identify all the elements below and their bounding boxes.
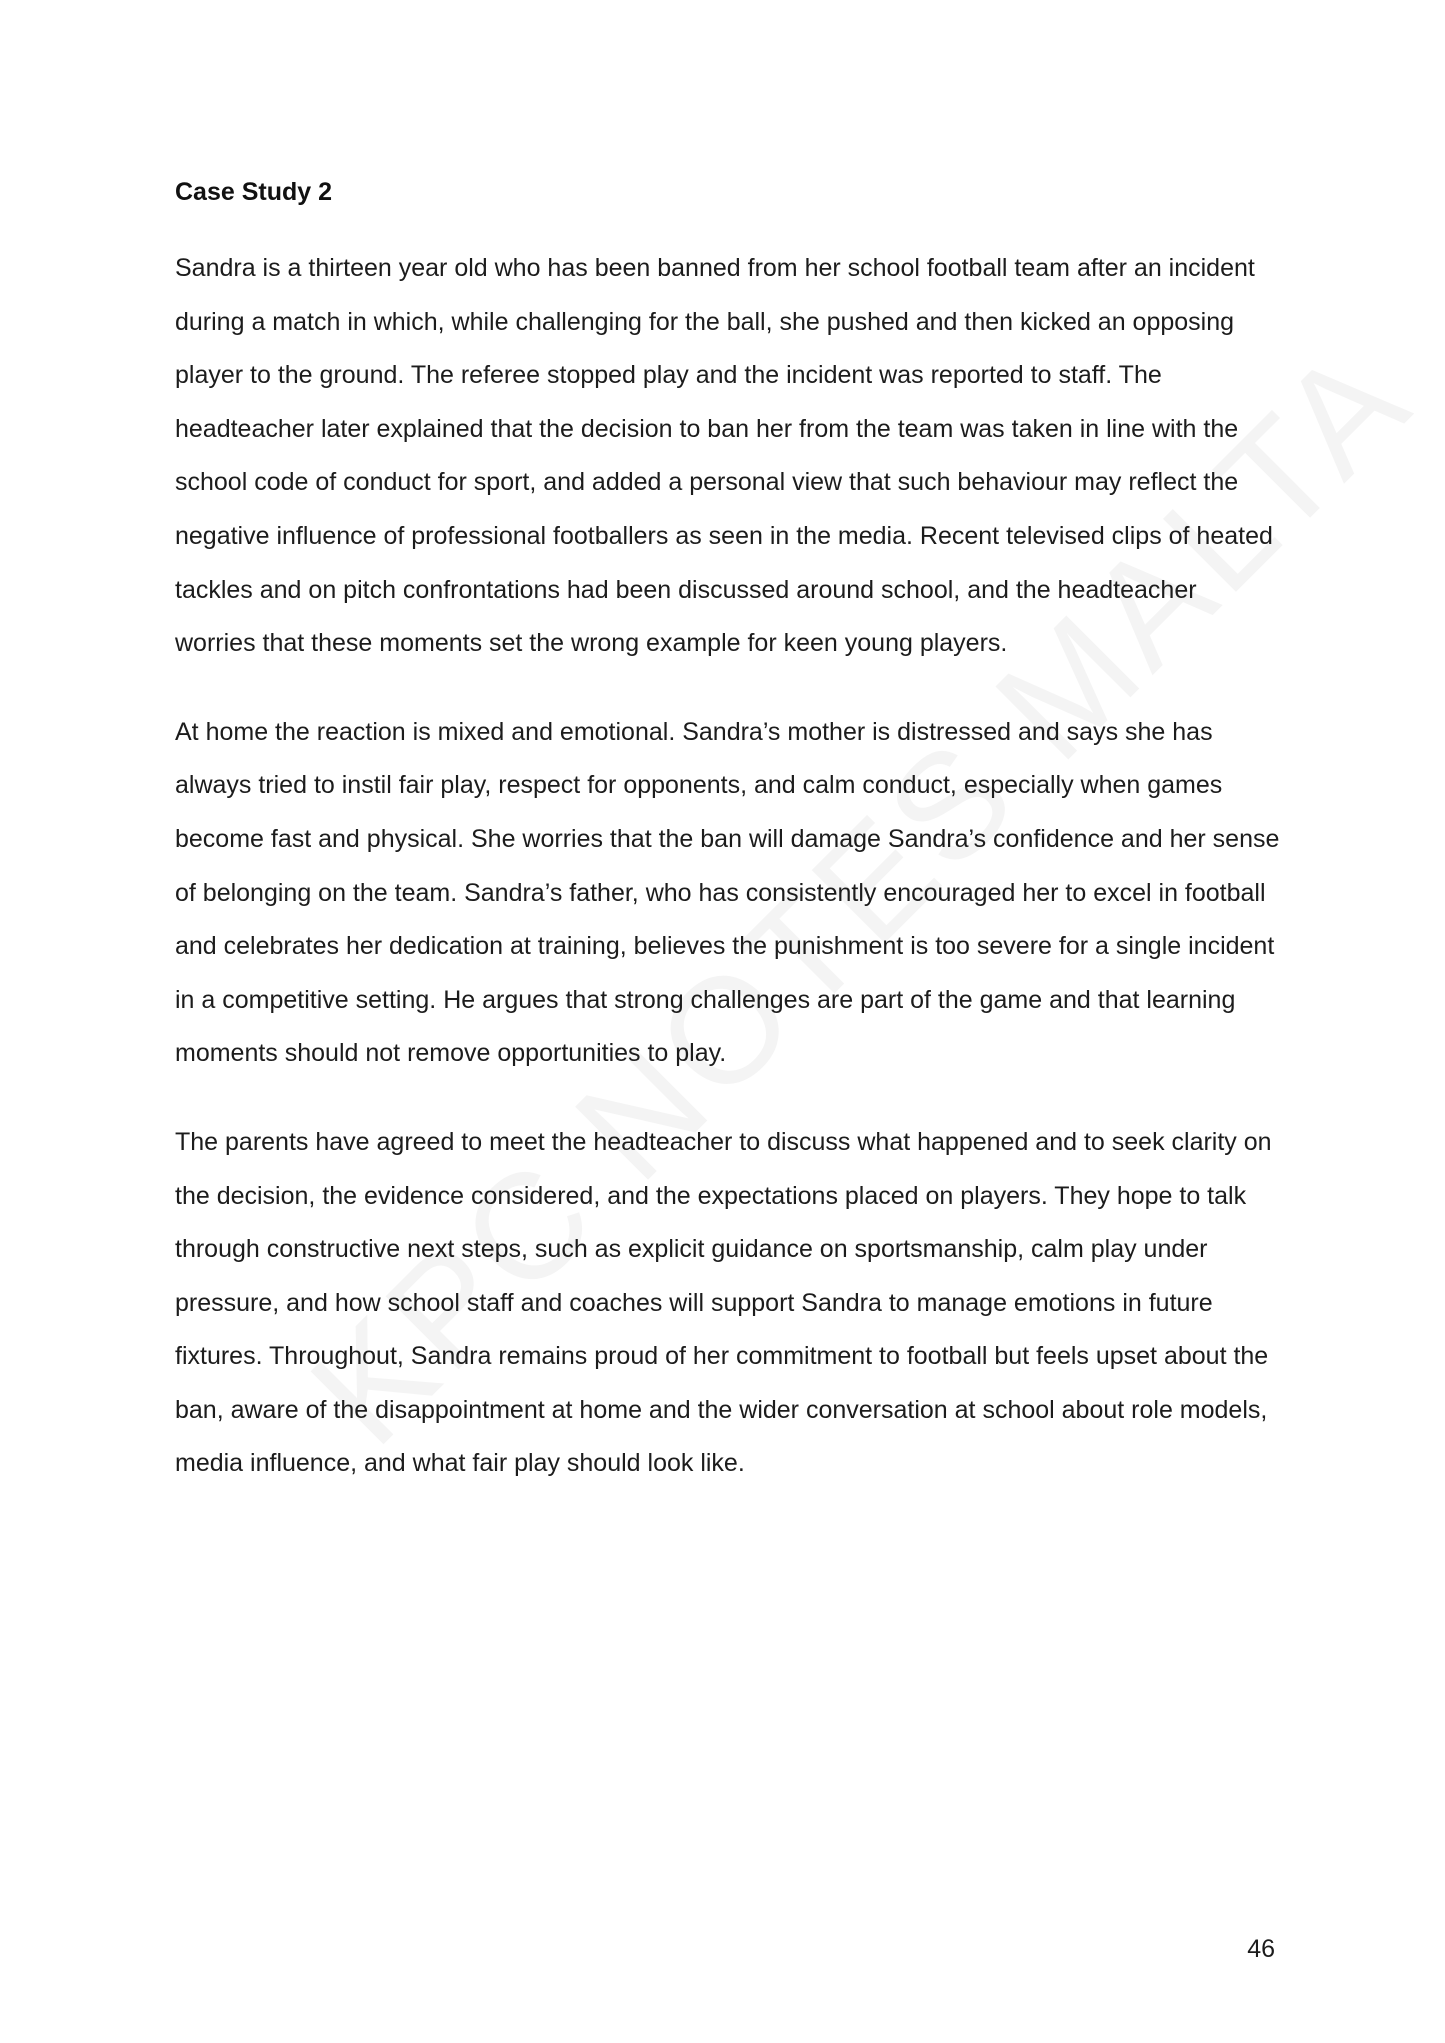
- case-study-heading: Case Study 2: [175, 178, 333, 206]
- paragraph-1: Sandra is a thirteen year old who has been banned from her school football team after an incident during a match in which, while challenging for the ball, she pushed and then kicked an opposing player to the ground. The referee stopped play and the incident was reported to staff. The headteacher later explained that the decision to ban her from the team was taken in line with the school code of conduct for sport, and added a personal view that such behaviour may reflect the negative influence of professional footballers as seen in the media. Recent televised clips of heated tackles and on pitch confrontations had been discussed around school, and the headteacher worries that these moments set the wrong example for keen young players.: [175, 254, 1273, 658]
- paragraph-2: At home the reaction is mixed and emotional. Sandra’s mother is distressed and says she has always tried to instil fair play, respect for opponents, and calm conduct, especially when games become fast and physical. She worries that the ban will damage Sandra’s confidence and her sense of belonging on the team. Sandra’s father, who has consistently encouraged her to excel in football and celebrates her dedication at training, believes the punishment is too severe for a single incident in a competitive setting. He argues that strong challenges are part of the game and that learning moments should not remove opportunities to play.: [175, 717, 1280, 1068]
- page-content: [175, 172, 1280, 1526]
- paragraph-3: The parents have agreed to meet the headteacher to discuss what happened and to seek clarity on the decision, the evidence considered, and the expectations placed on players. They hope to talk through constructive next steps, such as explicit guidance on sportsmanship, calm play under pressure, and how school staff and coaches will support Sandra to manage emotions in future fixtures. Throughout, Sandra remains proud of her commitment to football but feels upset about the ban, aware of the disappointment at home and the wider conversation at school about role models, media influence, and what fair play should look like.: [175, 1127, 1272, 1478]
- page-number: 46: [1247, 1935, 1275, 1963]
